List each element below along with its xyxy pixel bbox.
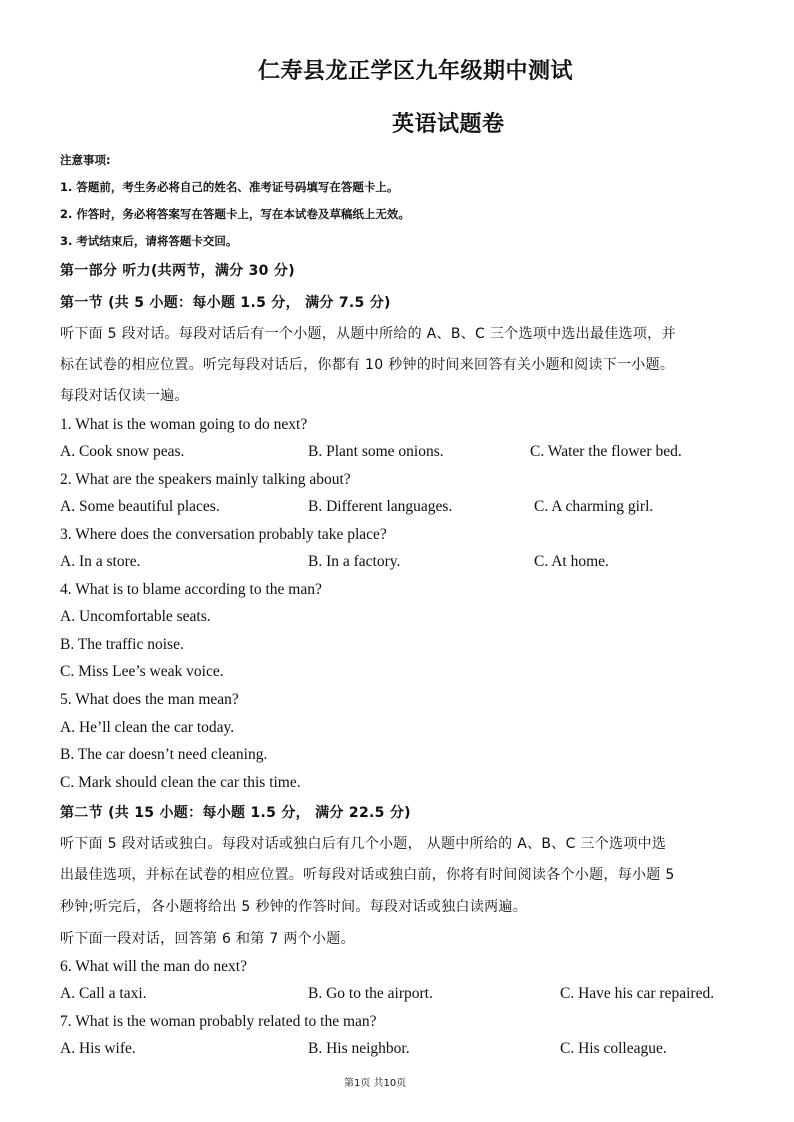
note-item: 3. 考试结束后，请将答题卡交回。: [60, 234, 238, 248]
section1-instruction: 听下面 5 段对话。每段对话后有一个小题，从题中所给的 A、B、C 三个选项中选出最佳选项，并: [60, 326, 676, 342]
option-b: B. His neighbor.: [308, 1040, 410, 1057]
option-c: C. A charming girl.: [534, 498, 654, 515]
section2-heading: 第二节 (共 15 小题：每小题 1.5 分， 满分 22.5 分): [60, 805, 411, 821]
part1-heading: 第一部分 听力(共两节，满分 30 分): [60, 263, 295, 279]
question-text: 1. What is the woman going to do next?: [60, 416, 308, 433]
question-text: 3. Where does the conversation probably take place?: [60, 526, 387, 543]
section1-instruction: 标在试卷的相应位置。听完每段对话后，你都有 10 秒钟的时间来回答有关小题和阅读下一小题。: [60, 357, 675, 373]
note-item: 1. 答题前，考生务必将自己的姓名、准考证号码填写在答题卡上。: [60, 180, 399, 194]
question-text: 6. What will the man do next?: [60, 958, 247, 975]
section2-instruction: 秒钟;听完后，各小题将给出 5 秒钟的作答时间。每段对话或独白读两遍。: [60, 899, 528, 915]
section2-instruction: 听下面 5 段对话或独白。每段对话或独白后有几个小题， 从题中所给的 A、B、C 三个选项中选: [60, 836, 667, 852]
exam-subtitle: 英语试题卷: [392, 112, 505, 137]
question-text: 7. What is the woman probably related to the man?: [60, 1013, 377, 1030]
option-a: A. In a store.: [60, 553, 141, 570]
question-text: 4. What is to blame according to the man?: [60, 581, 322, 598]
option-c: C. Miss Lee’s weak voice.: [60, 663, 224, 680]
option-c: C. His colleague.: [560, 1040, 667, 1057]
option-c: C. Have his car repaired.: [560, 985, 715, 1002]
question-text: 5. What does the man mean?: [60, 691, 239, 708]
page-number: 第1页 共10页: [344, 1078, 407, 1089]
option-b: B. Plant some onions.: [308, 443, 444, 460]
option-c: C. At home.: [534, 553, 609, 570]
option-a: A. Some beautiful places.: [60, 498, 220, 515]
option-c: C. Water the flower bed.: [530, 443, 682, 460]
exam-title: 仁寿县龙正学区九年级期中测试: [258, 59, 574, 84]
section1-heading: 第一节 (共 5 小题：每小题 1.5 分， 满分 7.5 分): [60, 295, 391, 311]
option-c: C. Mark should clean the car this time.: [60, 774, 301, 791]
option-b: B. Different languages.: [308, 498, 453, 515]
option-b: B. In a factory.: [308, 553, 401, 570]
option-a: A. Call a taxi.: [60, 985, 147, 1002]
section2-instruction: 出最佳选项，并标在试卷的相应位置。听每段对话或独白前，你将有时间阅读各个小题，每小题 5: [60, 867, 675, 883]
option-b: B. The traffic noise.: [60, 636, 184, 653]
option-a: A. He’ll clean the car today.: [60, 719, 235, 736]
option-a: A. His wife.: [60, 1040, 136, 1057]
option-a: A. Cook snow peas.: [60, 443, 185, 460]
option-b: B. Go to the airport.: [308, 985, 433, 1002]
option-a: A. Uncomfortable seats.: [60, 608, 211, 625]
notes-heading: 注意事项:: [60, 153, 111, 167]
group-intro: 听下面一段对话，回答第 6 和第 7 两个小题。: [60, 931, 355, 947]
note-item: 2. 作答时，务必将答案写在答题卡上，写在本试卷及草稿纸上无效。: [60, 207, 410, 221]
option-b: B. The car doesn’t need cleaning.: [60, 746, 268, 763]
question-text: 2. What are the speakers mainly talking about?: [60, 471, 351, 488]
section1-instruction: 每段对话仅读一遍。: [60, 388, 189, 404]
